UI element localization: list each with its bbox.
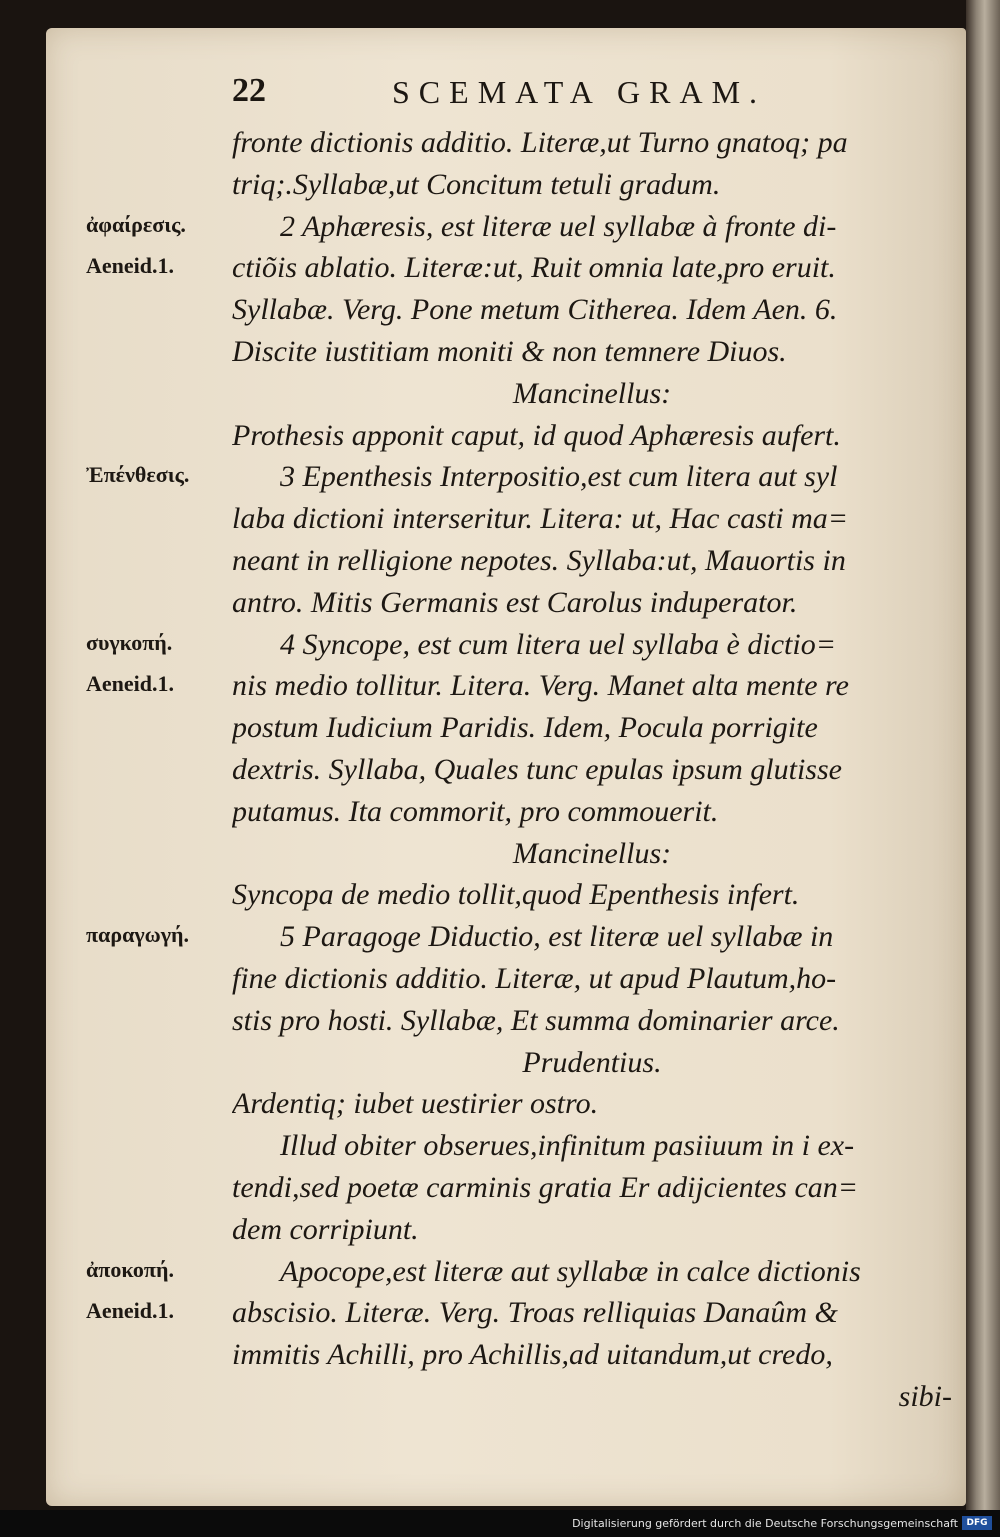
text-line: 2 Aphæresis, est literæ uel syllabæ à fronte di- <box>280 209 837 243</box>
margin-note: ἀφαίρεσις. <box>86 211 186 237</box>
text-line: immitis Achilli, pro Achillis,ad uitandum,ut credo, <box>232 1338 833 1372</box>
text-line: 4 Syncope, est cum litera uel syllaba è dictio= <box>280 627 836 661</box>
digitization-footer <box>0 1510 1000 1537</box>
text-line: tendi,sed poetæ carminis gratia Er adijcientes can= <box>232 1170 859 1204</box>
text-line: laba dictioni interseritur. Litera: ut, Hac casti ma= <box>232 502 849 536</box>
text-line: abscisio. Literæ. Verg. Troas relliquias Danaûm & <box>232 1296 838 1330</box>
page-number: 22 <box>232 72 266 109</box>
page-edge <box>966 0 1000 1510</box>
text-line: Illud obiter obserues,infinitum pasiiuum in i ex- <box>280 1129 855 1163</box>
margin-note: συγκοπή. <box>86 629 173 655</box>
text-line: Mancinellus: <box>512 376 672 410</box>
text-line: nis medio tollitur. Litera. Verg. Manet alta mente re <box>232 669 849 703</box>
text-line: dextris. Syllaba, Quales tunc epulas ipsum glutisse <box>232 752 842 786</box>
margin-note: Ἐπένθεσις. <box>86 462 190 488</box>
text-line: ctiõis ablatio. Literæ:ut, Ruit omnia late,pro eruit. <box>232 251 836 285</box>
text-line: 5 Paragoge Diductio, est literæ uel syllabæ in <box>280 920 834 954</box>
margin-note: παραγωγή. <box>86 922 190 948</box>
text-line: neant in relligione nepotes. Syllaba:ut, Mauortis in <box>232 543 846 577</box>
margin-note: Aeneid.1. <box>86 1298 174 1324</box>
margin-note: ἀποκοπή. <box>86 1256 174 1282</box>
text-line: Prothesis apponit caput, id quod Aphæresis aufert. <box>232 418 841 452</box>
body-text <box>232 122 952 1418</box>
text-line: antro. Mitis Germanis est Carolus induperator. <box>232 585 798 619</box>
margin-note: Aeneid.1. <box>86 253 174 279</box>
text-line: stis pro hosti. Syllabæ, Et summa dominarier arce. <box>232 1003 840 1037</box>
text-line: postum Iudicium Paridis. Idem, Pocula porrigite <box>232 711 818 745</box>
dfg-logo: DFG <box>962 1516 992 1530</box>
text-line: sibi- <box>898 1379 952 1413</box>
running-head: SCEMATA GRAM. <box>392 74 767 110</box>
text-line: triq;.Syllabæ,ut Concitum tetuli gradum. <box>232 167 721 201</box>
text-line: dem corripiunt. <box>232 1212 419 1246</box>
text-line: Syncopa de medio tollit,quod Epenthesis infert. <box>232 878 800 912</box>
text-line: 3 Epenthesis Interpositio,est cum litera aut syl <box>280 460 838 494</box>
text-line: fronte dictionis additio. Literæ,ut Turno gnatoq; pa <box>232 126 848 159</box>
text-line: Prudentius. <box>522 1045 662 1079</box>
footer-credit: Digitalisierung gefördert durch die Deutsche Forschungsgemeinschaft <box>572 1517 958 1530</box>
text-line: Mancinellus: <box>512 836 672 870</box>
page-header <box>232 72 932 116</box>
text-line: Ardentiq; iubet uestirier ostro. <box>232 1087 599 1121</box>
margin-note: Aeneid.1. <box>86 671 174 697</box>
text-line: Syllabæ. Verg. Pone metum Citherea. Idem Aen. 6. <box>232 293 838 327</box>
text-line: fine dictionis additio. Literæ, ut apud Plautum,ho- <box>232 961 837 995</box>
text-line: putamus. Ita commorit, pro commouerit. <box>232 794 719 828</box>
text-line: Apocope,est literæ aut syllabæ in calce dictionis <box>280 1254 861 1288</box>
text-line: Discite iustitiam moniti & non temnere Diuos. <box>232 334 787 368</box>
